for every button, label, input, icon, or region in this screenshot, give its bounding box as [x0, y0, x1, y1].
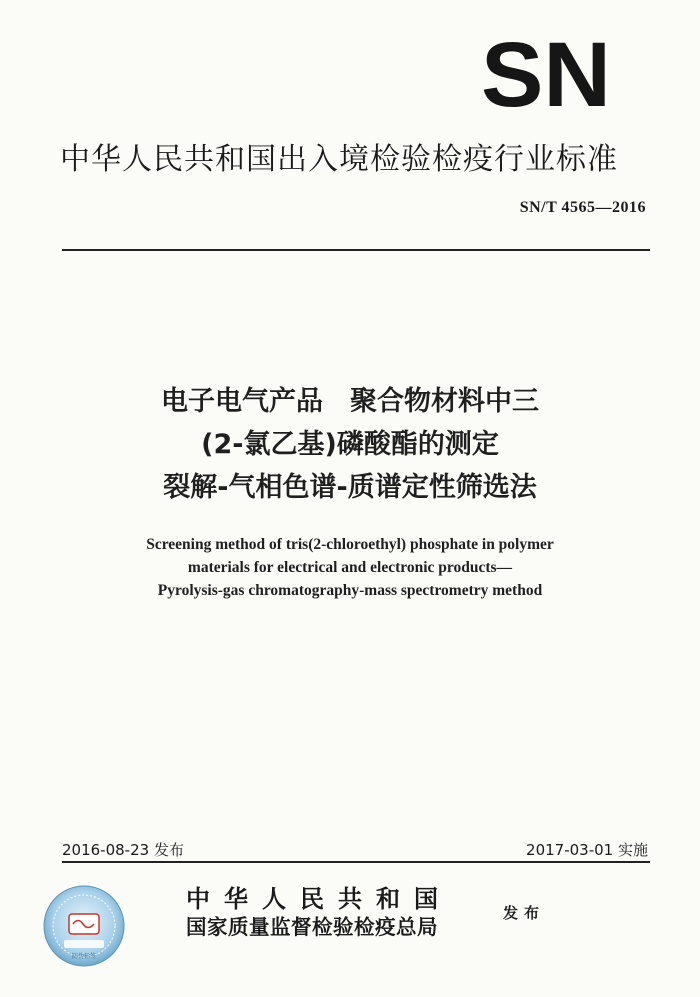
sn-logo-mark [480, 40, 612, 112]
seal-icon [42, 884, 126, 968]
sn-logo-text: SN [481, 40, 611, 112]
english-title-line2: materials for electrical and electronic products— [187, 559, 513, 576]
chinese-title [0, 380, 700, 509]
issuer-line1: 中华人民共和国 [186, 884, 452, 913]
chinese-title-line3: 裂解-气相色谱-质谱定性筛选法 [163, 472, 537, 503]
top-divider [62, 249, 650, 251]
issuer-line2: 国家质量监督检验检疫总局 [186, 915, 438, 939]
publish-label: 发布 [503, 904, 546, 922]
issue-date: 2016-08-23 发布 [62, 841, 184, 859]
bottom-divider [62, 861, 650, 863]
anti-counterfeit-seal [42, 884, 126, 968]
chinese-title-line2: (2-氯乙基)磷酸酯的测定 [201, 429, 499, 460]
english-title [0, 533, 700, 602]
standard-category: 中华人民共和国出入境检验检疫行业标准 [60, 142, 618, 177]
standard-number: SN/T 4565—2016 [519, 199, 646, 216]
seal-text: 防伪标签 [71, 953, 97, 960]
issuing-authority [186, 884, 516, 940]
chinese-title-line1: 电子电气产品 聚合物材料中三 [161, 386, 539, 417]
sn-logo [480, 40, 612, 112]
english-title-line1: Screening method of tris(2-chloroethyl) phosphate in polymer [146, 536, 554, 553]
implement-date: 2017-03-01 实施 [526, 841, 648, 859]
english-title-line3: Pyrolysis-gas chromatography-mass spectrometry method [157, 582, 543, 599]
